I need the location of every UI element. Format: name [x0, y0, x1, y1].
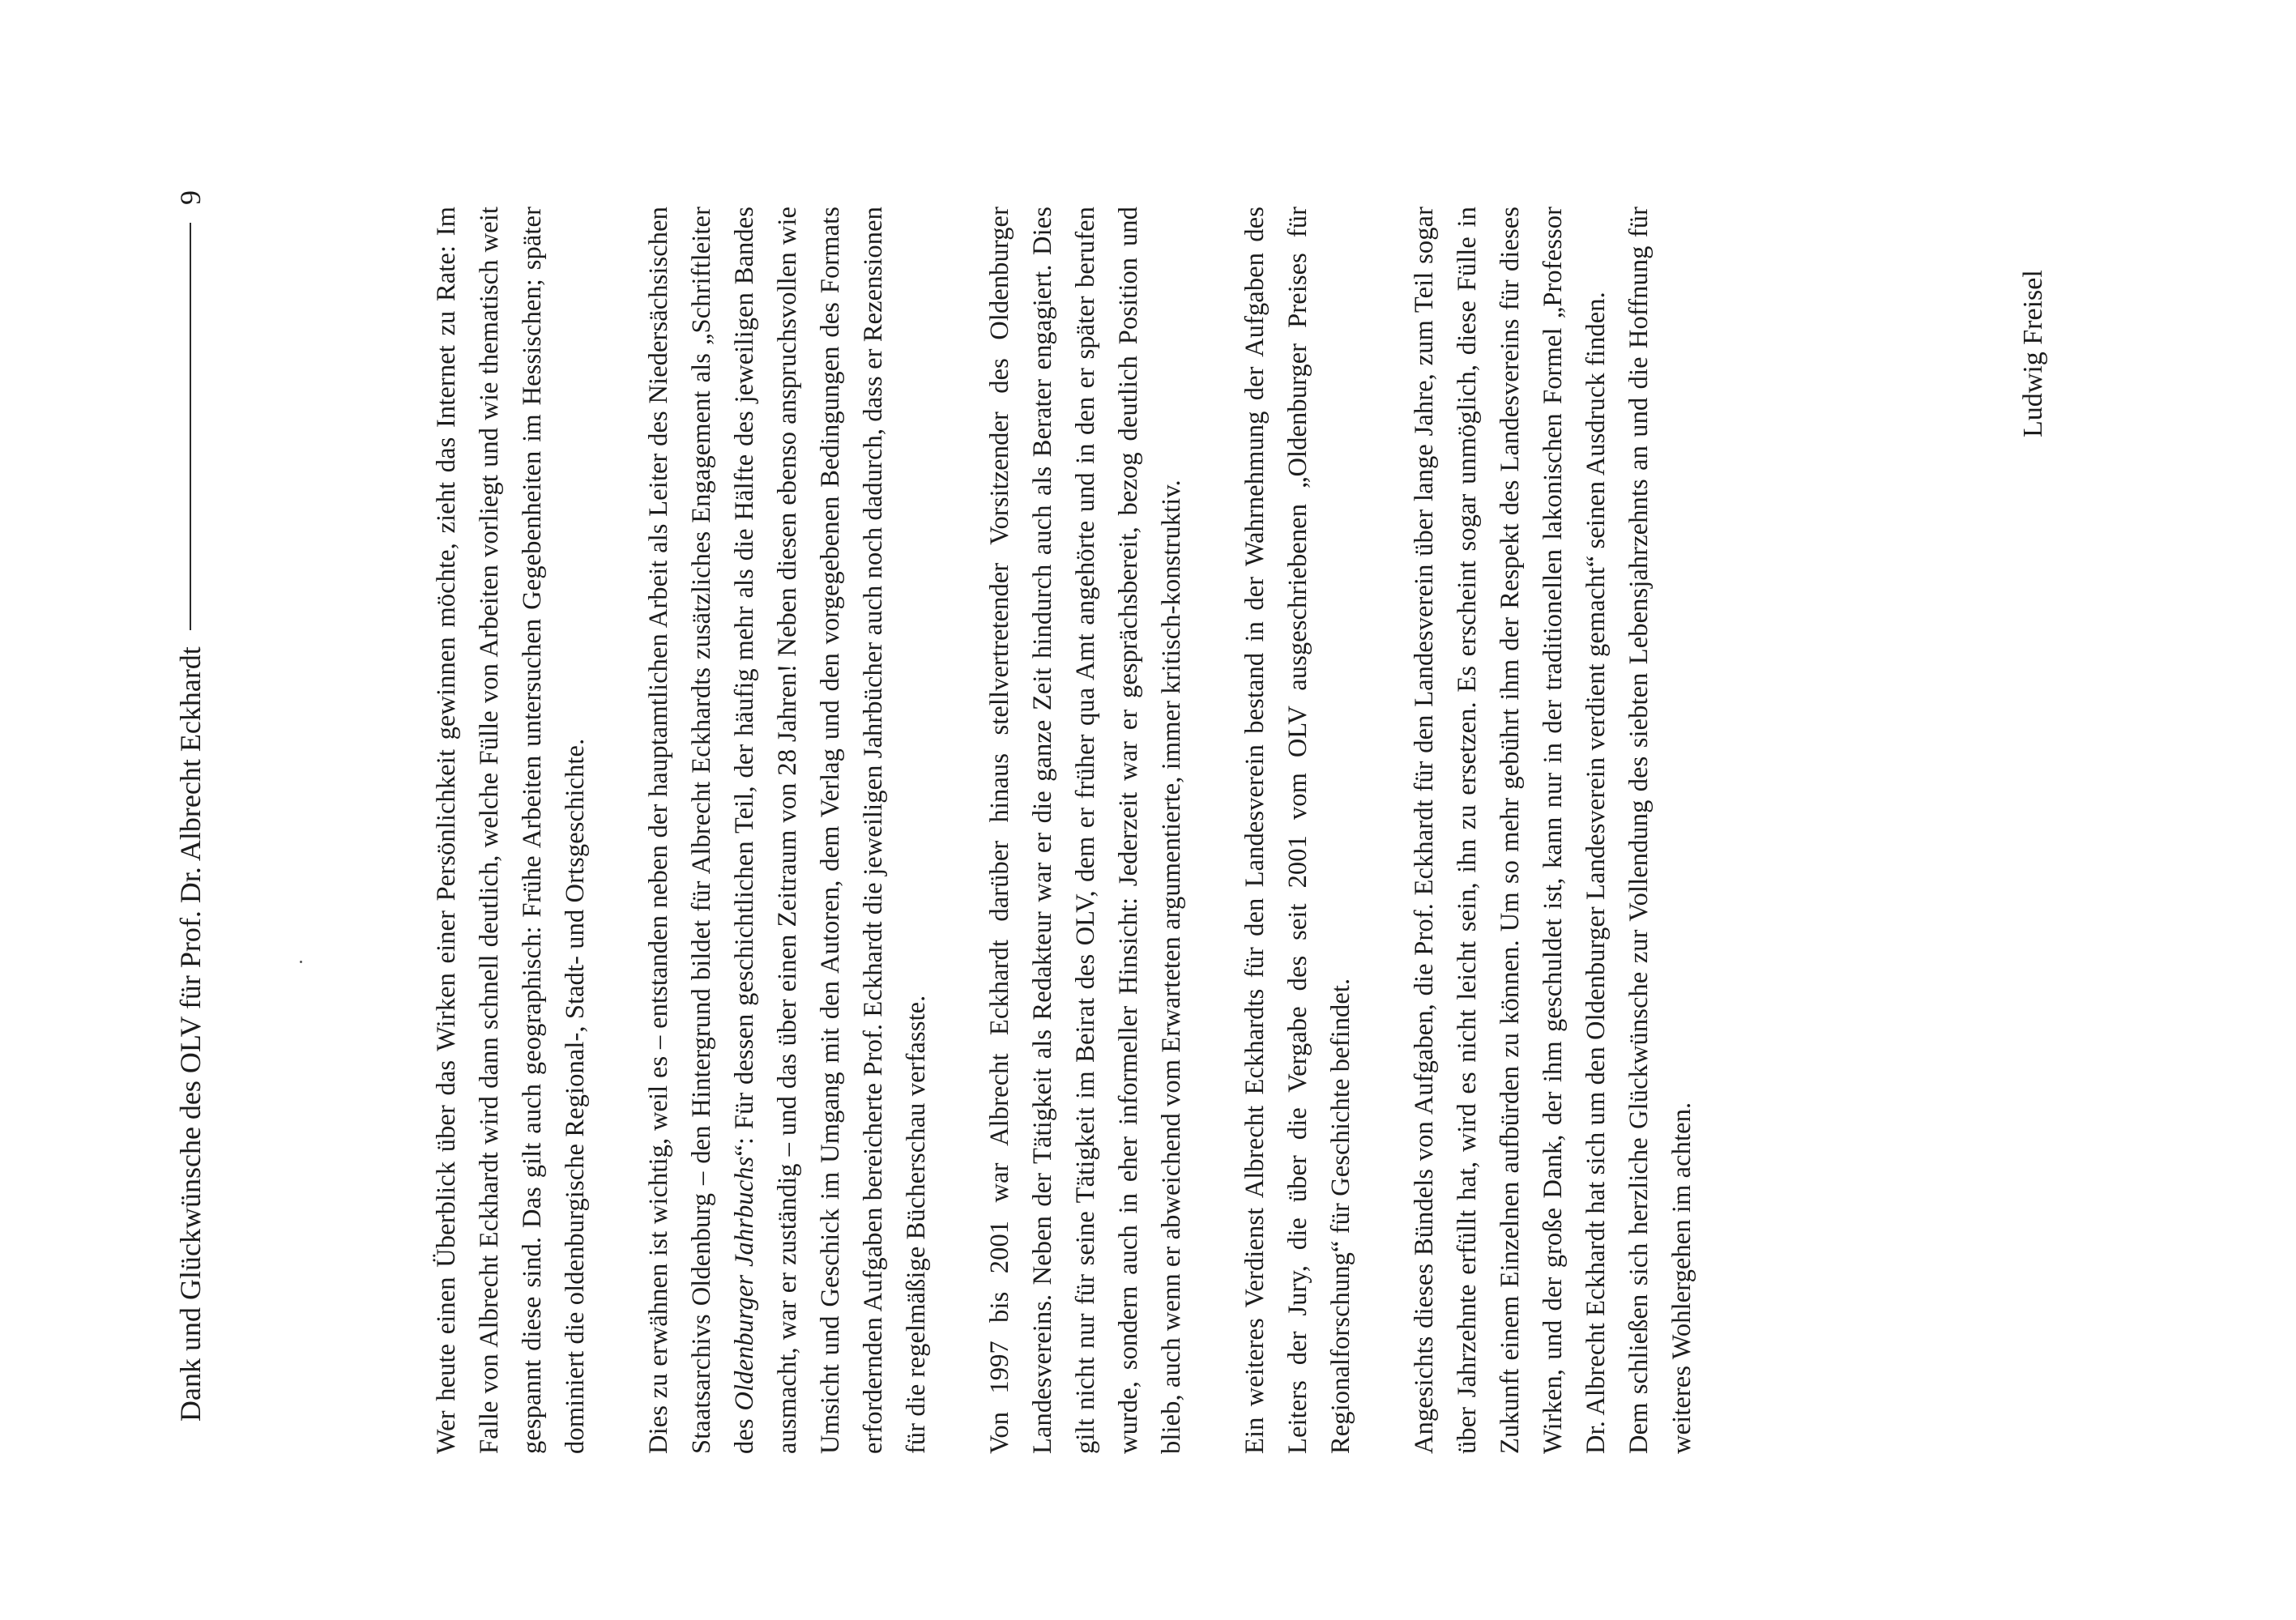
stray-mark: [300, 961, 302, 963]
header-rule: [190, 223, 191, 630]
paragraph-4: Ein weiteres Verdienst Albrecht Eckhardts für den Landesverein bestand in der Wahrnehmung der Aufgaben des Leiters der Jury, die über die Vergabe des seit 2001 vom OLV ausgeschriebenen „Oldenburger Preises für Regionalforschung“ für Geschichte befindet.: [1240, 207, 1355, 1454]
signature: Ludwig Freisel: [2018, 270, 2048, 437]
page-number: 9: [174, 190, 207, 205]
header-title: Dank und Glückwünsche des OLV für Prof. Dr. Albrecht Eckhardt: [174, 646, 207, 1422]
journal-title: Oldenburger Jahrbuchs: [730, 1156, 759, 1411]
paragraph-2: Dies zu erwähnen ist wichtig, weil es – entstanden neben der hauptamtlichen Arbeit als Leiter des Niedersächsischen Staatsarchivs Oldenburg – den Hintergrund bildet für Albrecht Eckhardts zusätzliches Engagement als „Schriftleiter des Oldenburger Jahrbuchs“: Für dessen geschichtlichen Teil, der häufig mehr als die Hälfte des jeweiligen Bandes ausmacht, war er zuständig – und das über einen Zeitraum von 28 Jahren! Neben diesen ebenso anspruchsvollen wie Umsicht und Geschick im Umgang mit den Autoren, dem Verlag und den vorgegebenen Bedingungen des Formats erfordernden Aufgaben bereicherte Prof. Eckhardt die jeweiligen Jahrbücher auch noch dadurch, dass er Rezensionen für die regelmäßige Bücherschau verfasste.: [644, 206, 931, 1454]
paragraph-6: Dem schließen sich herzliche Glückwünsche zur Vollendung des siebten Lebensjahrzehnts an und die Hoffnung für weiteres Wohlergehen im achten.: [1624, 207, 1696, 1454]
paragraph-5: Angesichts dieses Bündels von Aufgaben, die Prof. Eckhardt für den Landesverein über lange Jahre, zum Teil sogar über Jahrzehnte erfüllt hat, wird es nicht leicht sein, ihn zu ersetzen. Es erscheint sogar unmöglich, diese Fülle in Zukunft einem Einzelnen aufbürden zu können. Um so mehr gebührt ihm der Respekt des Landesvereins für dieses Wirken, und der große Dank, der ihm geschuldet ist, kann nur in der traditionellen lakonischen Formel „Professor Dr. Albrecht Eckhardt hat sich um den Oldenburger Landesverein verdient gemacht“ seinen Ausdruck finden.: [1410, 207, 1611, 1454]
body-text: [425, 207, 1704, 1454]
paragraph-3: Von 1997 bis 2001 war Albrecht Eckhardt darüber hinaus stellvertretender Vorsitzender des Oldenburger Landesvereins. Neben der Tätigkeit als Redakteur war er die ganze Zeit hindurch auch als Berater engagiert. Dies gilt nicht nur für seine Tätigkeit im Beirat des OLV, dem er früher qua Amt angehörte und in den er später berufen wurde, sondern auch in eher informeller Hinsicht: Jederzeit war er gesprächsbereit, bezog deutlich Position und blieb, auch wenn er abweichend vom Erwarteten argumentierte, immer kritisch-konstruktiv.: [985, 207, 1186, 1454]
paragraph-1: Wer heute einen Überblick über das Wirken einer Persönlichkeit gewinnen möchte, zieht das Internet zu Rate: Im Falle von Albrecht Eckhardt wird dann schnell deutlich, welche Fülle von Arbeiten vorliegt und wie thematisch weit gespannt diese sind. Das gilt auch geographisch: Frühe Arbeiten untersuchen Gegebenheiten im Hessischen; später dominiert die oldenburgische Regional-, Stadt- und Ortsgeschichte.: [432, 207, 590, 1454]
running-header: [170, 190, 211, 1422]
